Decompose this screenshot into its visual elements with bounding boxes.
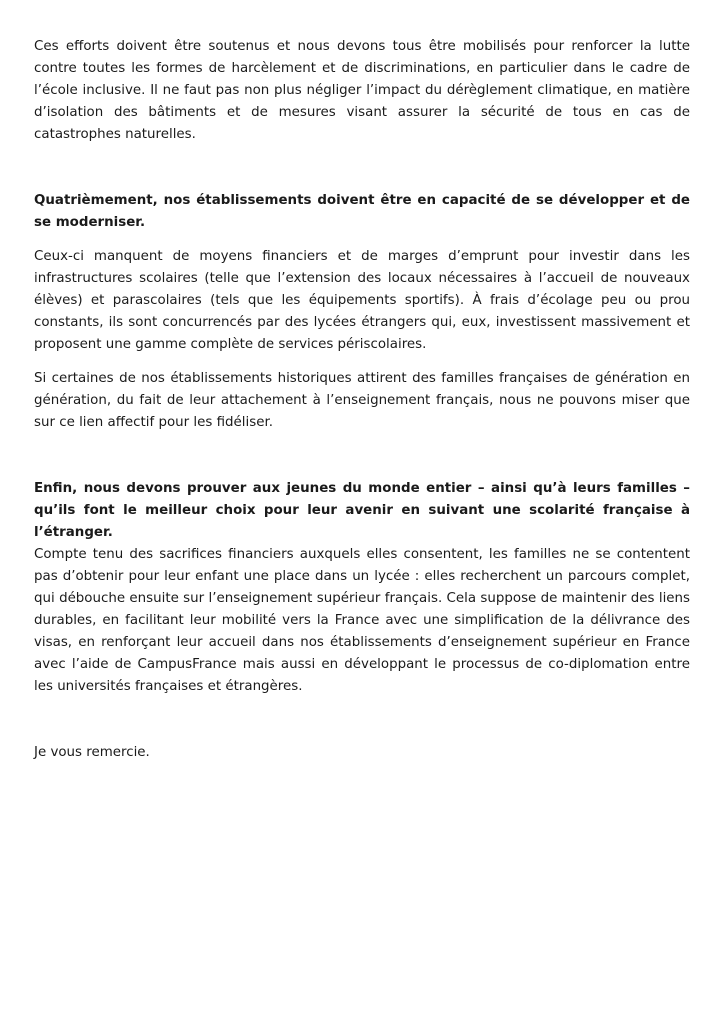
document-page xyxy=(34,36,690,764)
paragraph-efforts: Ces efforts doivent être soutenus et nous devons tous être mobilisés pour renforcer la lutte contre toutes les formes de harcèlement et de discriminations, en particulier dans le cadre de l’école inclusive. Il ne faut pas non plus négliger l’impact du dérèglement climatique, en matière d’isolation des bâtiments et de mesures visant assurer la sécurité de tous en cas de catastrophes naturelles. xyxy=(34,39,690,142)
closing-remark: Je vous remercie. xyxy=(34,745,150,760)
paragraph-etablissements-historiques: Si certaines de nos établissements historiques attirent des familles françaises de génération en génération, du fait de leur attachement à l’enseignement français, nous ne pouvons miser que sur ce lien affectif pour les fidéliser. xyxy=(34,371,690,430)
heading-quatriemement: Quatrièmement, nos établissements doivent être en capacité de se développer et de se moderniser. xyxy=(34,193,690,230)
paragraph-moyens-financiers: Ceux-ci manquent de moyens financiers et de marges d’emprunt pour investir dans les infrastructures scolaires (telle que l’extension des locaux nécessaires à l’accueil de nouveaux élèves) et parascolaires (tels que les équipements sportifs). À frais d’écolage peu ou prou constants, ils sont concurrencés par des lycées étrangers qui, eux, investissent massivement et proposent une gamme complète de services périscolaires. xyxy=(34,249,690,352)
paragraph-sacrifices-financiers: Compte tenu des sacrifices financiers auxquels elles consentent, les familles ne se contentent pas d’obtenir pour leur enfant une place dans un lycée : elles recherchent un parcours complet, qui débouche ensuite sur l’enseignement supérieur français. Cela suppose de maintenir des liens durables, en facilitant leur mobilité vers la France avec une simplification de la délivrance des visas, en renforçant leur accueil dans nos établissements d’enseignement supérieur en France avec l’aide de CampusFrance mais aussi en développant le processus de co-diplomation entre les universités françaises et étrangères. xyxy=(34,547,690,694)
heading-enfin: Enfin, nous devons prouver aux jeunes du monde entier – ainsi qu’à leurs familles – qu’ils font le meilleur choix pour leur avenir en suivant une scolarité française à l’étranger. xyxy=(34,481,690,540)
